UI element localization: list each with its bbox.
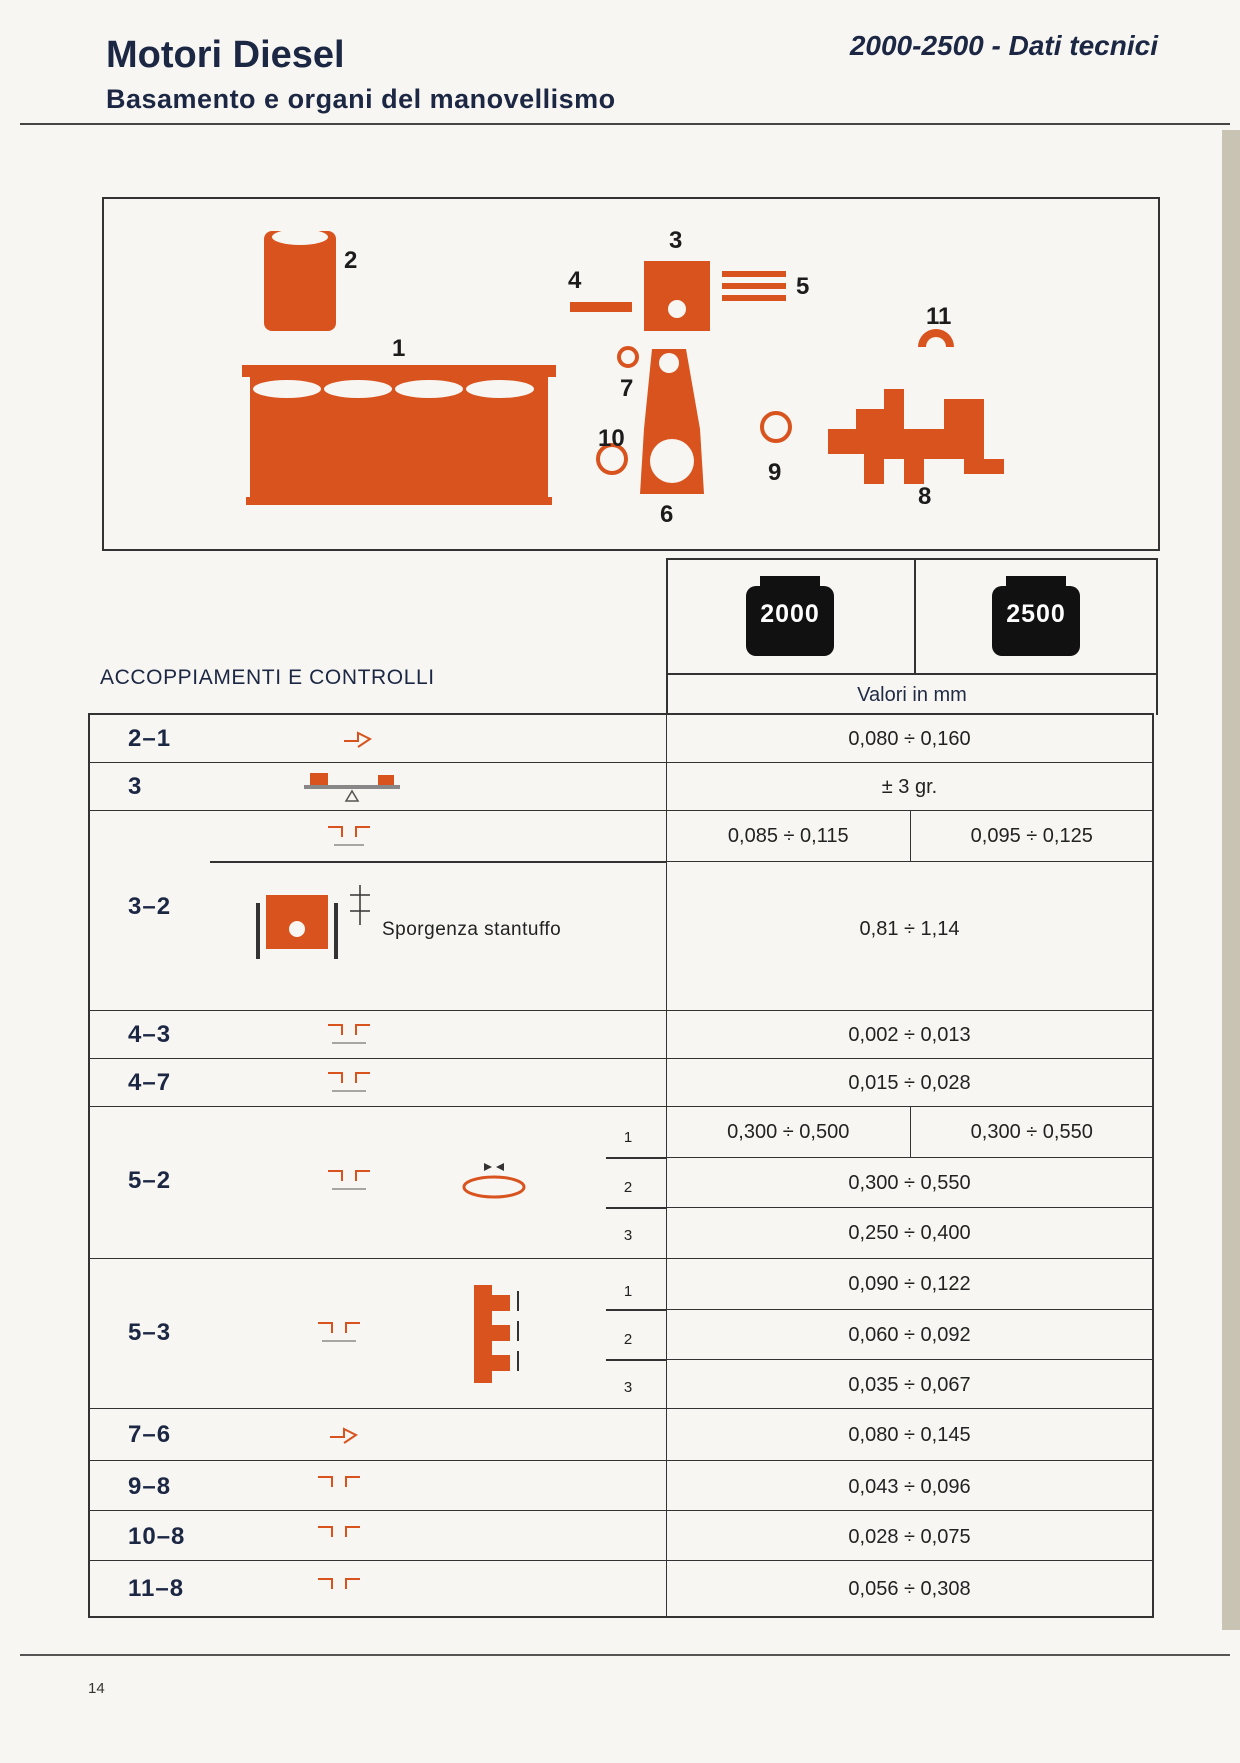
engine-2000-icon <box>740 576 840 660</box>
table-row: 3 ± 3 gr. <box>90 763 1152 811</box>
clearance-symbol-icon <box>324 1065 374 1101</box>
bushing-icon <box>619 348 637 366</box>
table-row: 11–8 0,056 ÷ 0,308 <box>90 1561 1152 1616</box>
header-rule <box>20 123 1230 125</box>
part-label: 2 <box>344 247 358 274</box>
page-number: 14 <box>88 1680 105 1697</box>
clearance-symbol-icon <box>314 1315 364 1351</box>
table-row: 10–8 0,028 ÷ 0,075 <box>90 1511 1152 1561</box>
part-label: 6 <box>660 501 674 528</box>
bearing-icon <box>918 329 954 347</box>
clearance-symbol-icon <box>338 725 378 753</box>
parts-diagram <box>102 197 1160 551</box>
rings-icon <box>722 271 786 277</box>
protrusion-note: Sporgenza stantuffo <box>382 919 562 940</box>
ring-gap-icon <box>460 1157 530 1203</box>
balance-scale-icon <box>298 767 408 807</box>
part-label: 3 <box>669 227 683 254</box>
page-title: Motori Diesel <box>106 34 345 76</box>
part-label: 9 <box>768 459 782 486</box>
clearance-symbol-icon <box>324 1163 374 1199</box>
piston-icon <box>644 261 710 331</box>
clearance-symbol-icon <box>314 1571 364 1607</box>
clearance-symbol-icon <box>314 1469 364 1505</box>
table-row: 4–7 0,015 ÷ 0,028 <box>90 1059 1152 1107</box>
units-header: Valori in mm <box>666 673 1158 715</box>
ring-groove-icon <box>470 1281 530 1387</box>
part-label: 1 <box>392 335 406 362</box>
part-label: 8 <box>918 483 932 510</box>
footer-rule <box>20 1654 1230 1656</box>
engine-model-label: 2000 <box>748 598 832 630</box>
thrust-washer-icon <box>762 413 790 441</box>
section-label: 2000-2500 - Dati tecnici <box>849 30 1158 61</box>
part-label: 11 <box>926 303 952 330</box>
page-subtitle: Basamento e organi del manovellismo <box>106 84 616 114</box>
table-row: 3–2 Sporgenza stantuffo 0,085 ÷ 0,115 0,095 ÷ 0,125 0,81 ÷ 1,14 <box>90 811 1152 1011</box>
part-label: 7 <box>620 375 634 402</box>
parts-illustration <box>104 199 1158 549</box>
engine-2500-icon <box>986 576 1086 660</box>
table-row: 9–8 0,043 ÷ 0,096 <box>90 1461 1152 1511</box>
engine-model-label: 2500 <box>994 598 1078 630</box>
pin-icon <box>570 302 632 312</box>
clearance-symbol-icon <box>314 1519 364 1555</box>
engine-model-header <box>666 558 1158 675</box>
part-label: 4 <box>568 267 582 294</box>
clearance-table <box>88 673 1154 1618</box>
table-row: 2–1 0,080 ÷ 0,160 <box>90 715 1152 763</box>
clearance-symbol-icon <box>324 817 374 857</box>
part-label: 5 <box>796 273 810 300</box>
table-row: 7–6 0,080 ÷ 0,145 <box>90 1409 1152 1461</box>
piston-protrusion-icon <box>250 885 380 965</box>
crankshaft-icon <box>828 389 1004 484</box>
table-row: 4–3 0,002 ÷ 0,013 <box>90 1011 1152 1059</box>
table-row: 5–3 1 2 3 0,090 ÷ 0,122 0,060 ÷ 0,092 0,035 ÷ 0,067 <box>90 1259 1152 1409</box>
page-edge <box>1222 130 1240 1630</box>
clearance-symbol-icon <box>324 1017 374 1053</box>
table-row: 5–2 1 2 3 0,300 ÷ 0,500 0,300 ÷ 0,550 0,300 ÷ 0,550 0,250 ÷ 0,400 <box>90 1107 1152 1259</box>
clearance-symbol-icon <box>324 1421 364 1449</box>
table-heading: ACCOPPIAMENTI E CONTROLLI <box>100 666 435 689</box>
liner-icon <box>264 231 336 331</box>
table-body <box>88 713 1154 1618</box>
part-label: 10 <box>598 425 625 452</box>
